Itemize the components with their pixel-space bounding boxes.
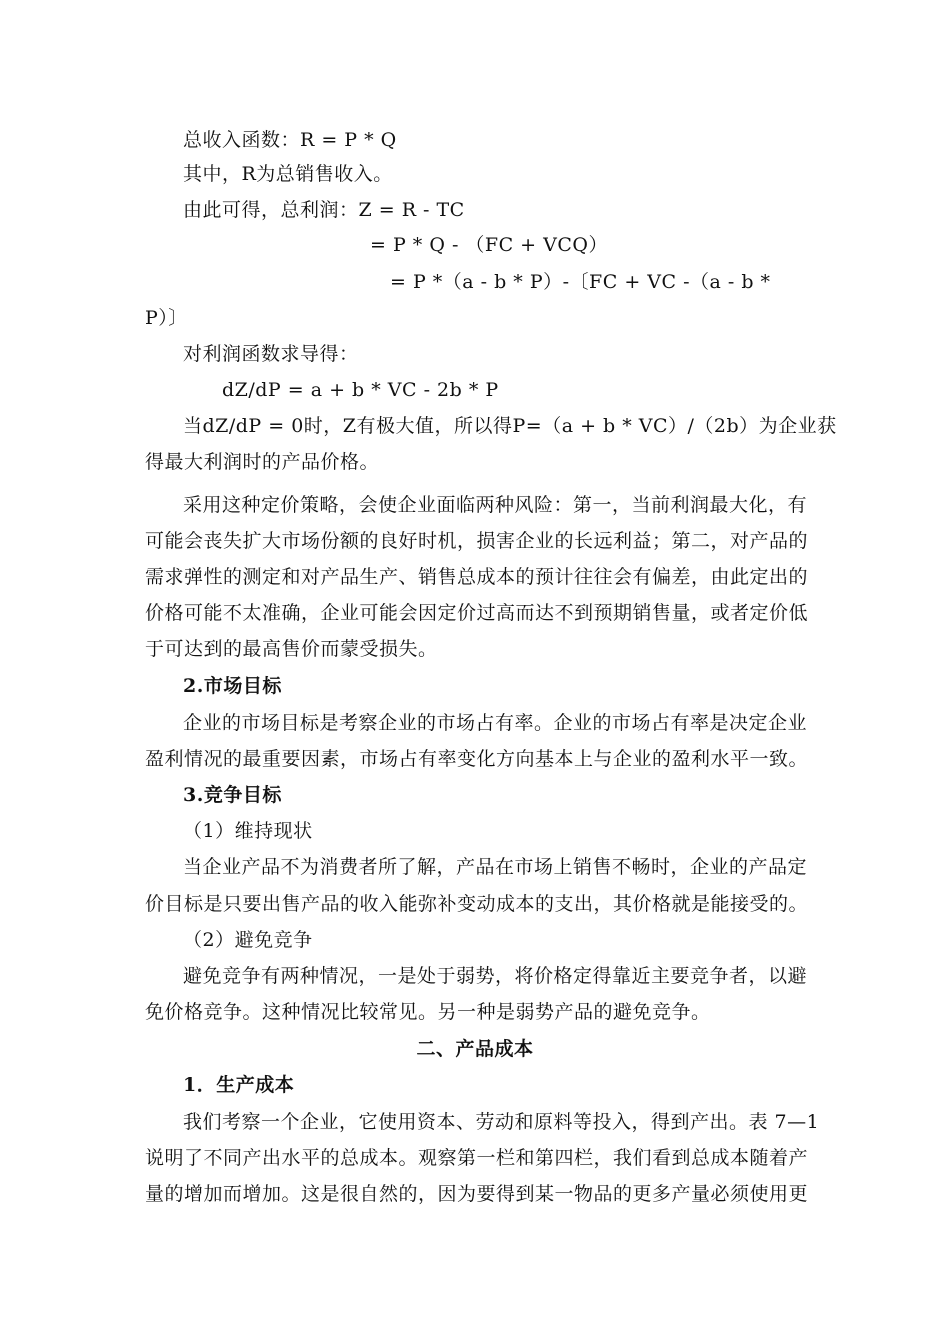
optimal-price-line-1: 当dZ/dP = 0时，Z有极大值，所以得P=（a + b * VC）/（2b）为企业获 xyxy=(183,415,837,437)
total-revenue-formula: 总收入函数：R = P * Q xyxy=(183,129,397,151)
revenue-definition: 其中，R为总销售收入。 xyxy=(183,163,393,185)
heading-competition-objective: 3.竞争目标 xyxy=(183,784,282,806)
risk-paragraph-line-1: 采用这种定价策略，会使企业面临两种风险：第一，当前利润最大化，有 xyxy=(183,494,808,516)
derivative-intro: 对利润函数求导得： xyxy=(183,343,359,365)
heading-production-cost: 1．生产成本 xyxy=(183,1074,295,1096)
cost-paragraph-line-1: 我们考察一个企业，它使用资本、劳动和原料等投入，得到产出。表 7—1 xyxy=(183,1111,820,1133)
profit-formula-step-2-continued: P）〕 xyxy=(145,307,188,329)
subheading-maintain-status: （1）维持现状 xyxy=(183,820,313,842)
subheading-avoid-competition: （2）避免竞争 xyxy=(183,929,313,951)
profit-formula-step-2: = P *（a - b * P）-〔FC + VC -（a - b * xyxy=(390,271,771,293)
section-title-product-cost: 二、产品成本 xyxy=(416,1038,534,1060)
avoid-paragraph-line-2: 免价格竞争。这种情况比较常见。另一种是弱势产品的避免竞争。 xyxy=(145,1001,711,1023)
cost-paragraph-line-3: 量的增加而增加。这是很自然的，因为要得到某一物品的更多产量必须使用更 xyxy=(145,1183,809,1205)
maintain-paragraph-line-2: 价目标是只要出售产品的收入能弥补变动成本的支出，其价格就是能接受的。 xyxy=(145,893,809,915)
profit-formula: 由此可得，总利润：Z = R - TC xyxy=(183,199,465,221)
market-paragraph-line-2: 盈利情况的最重要因素，市场占有率变化方向基本上与企业的盈利水平一致。 xyxy=(145,748,809,770)
market-paragraph-line-1: 企业的市场目标是考察企业的市场占有率。企业的市场占有率是决定企业 xyxy=(183,712,808,734)
cost-paragraph-line-2: 说明了不同产出水平的总成本。观察第一栏和第四栏，我们看到总成本随着产 xyxy=(145,1147,809,1169)
optimal-price-line-2: 得最大利润时的产品价格。 xyxy=(145,451,380,473)
risk-paragraph-line-4: 价格可能不太准确，企业可能会因定价过高而达不到预期销售量，或者定价低 xyxy=(145,602,809,624)
risk-paragraph-line-5: 于可达到的最高售价而蒙受损失。 xyxy=(145,638,438,660)
maintain-paragraph-line-1: 当企业产品不为消费者所了解，产品在市场上销售不畅时，企业的产品定 xyxy=(183,856,808,878)
avoid-paragraph-line-1: 避免竞争有两种情况，一是处于弱势，将价格定得靠近主要竞争者，以避 xyxy=(183,965,808,987)
heading-market-objective: 2.市场目标 xyxy=(183,675,282,697)
derivative-formula: dZ/dP = a + b * VC - 2b * P xyxy=(222,379,499,401)
risk-paragraph-line-2: 可能会丧失扩大市场份额的良好时机，损害企业的长远利益；第二，对产品的 xyxy=(145,530,809,552)
profit-formula-step-1: = P * Q - （FC + VCQ） xyxy=(370,234,608,256)
risk-paragraph-line-3: 需求弹性的测定和对产品生产、销售总成本的预计往往会有偏差，由此定出的 xyxy=(145,566,809,588)
